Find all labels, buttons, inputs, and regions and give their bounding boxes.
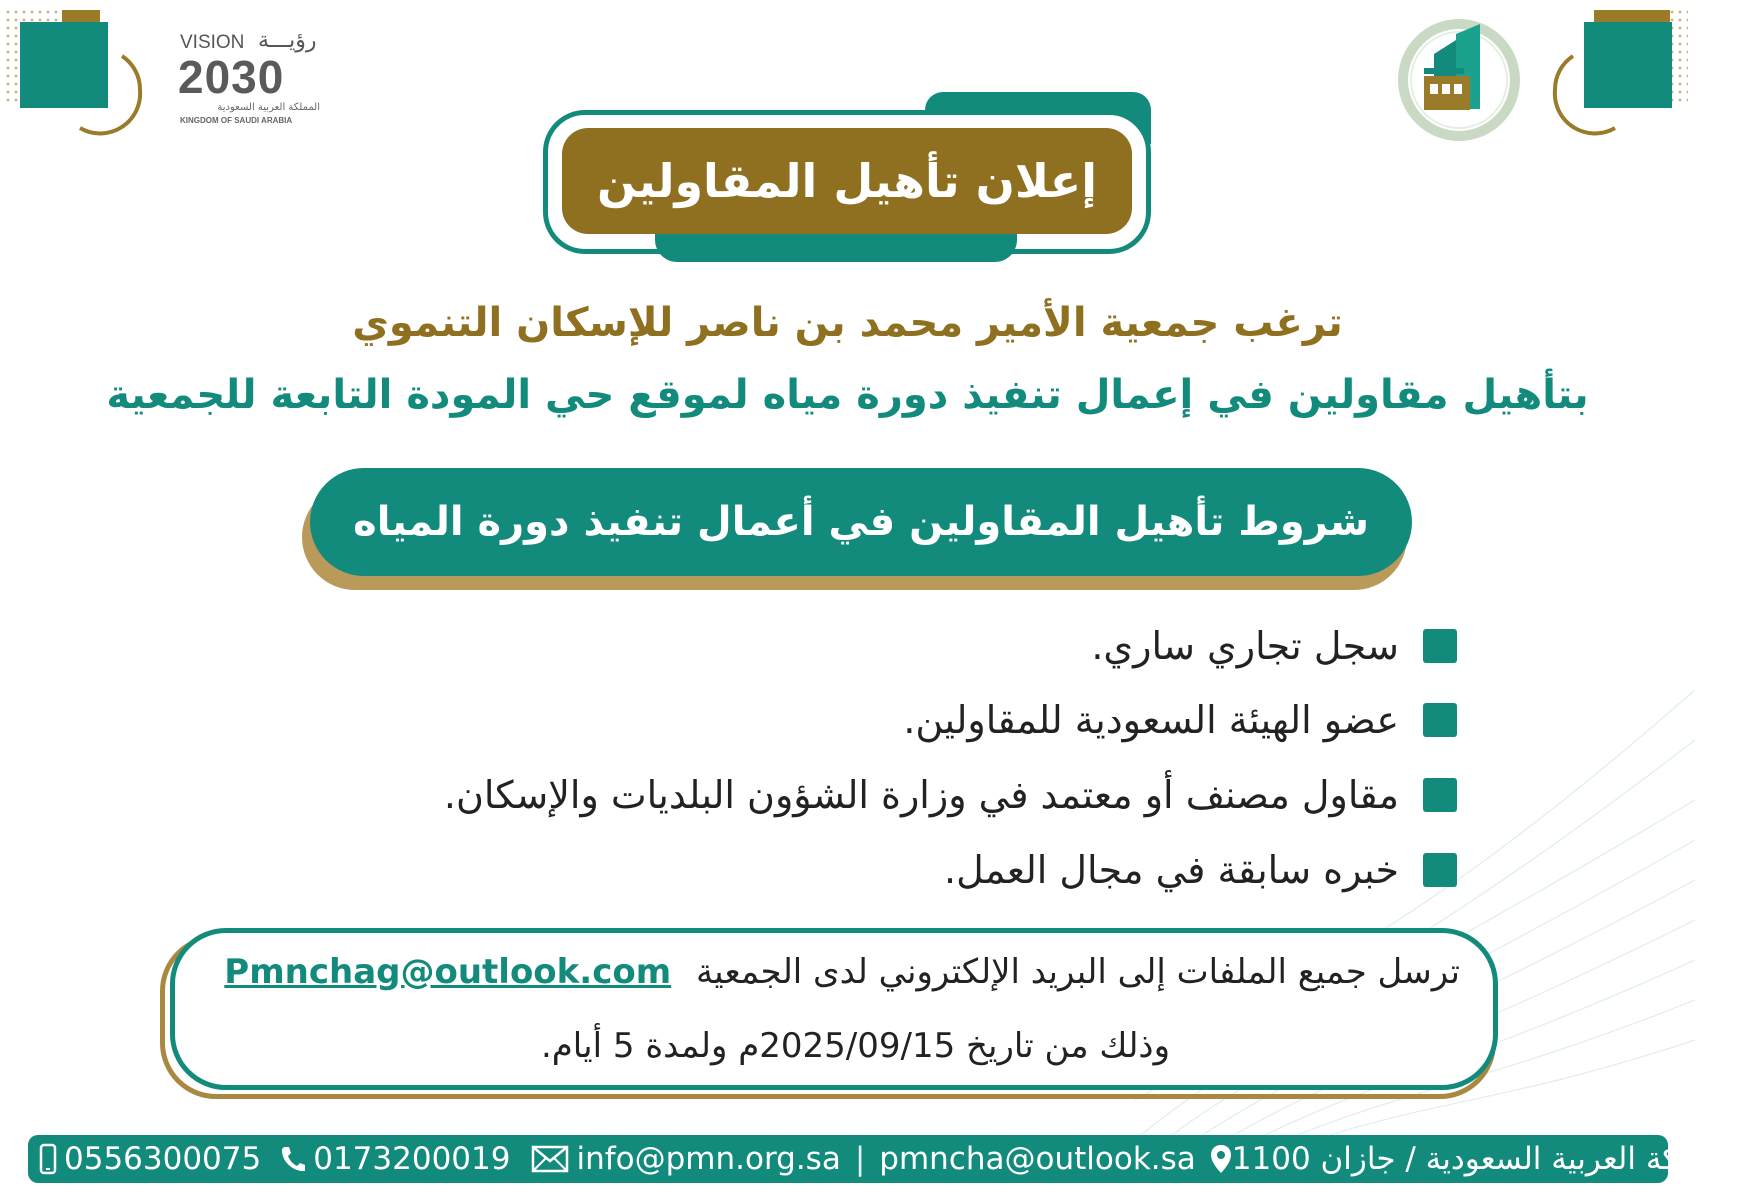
phone-icon — [279, 1145, 305, 1173]
vision-country-arabic: المملكة العربية السعودية — [217, 102, 320, 113]
footer-phone-number[interactable]: 0173200019 — [313, 1141, 511, 1177]
submission-line-2 — [170, 1026, 1170, 1066]
corner-gold-arc-top-left — [60, 40, 150, 140]
vision-arabic-word: رؤيـــة — [258, 28, 317, 53]
footer-email-info[interactable]: info@pmn.org.sa — [576, 1141, 841, 1177]
square-bullet-icon — [1423, 853, 1457, 887]
submission-line-1 — [170, 952, 1460, 992]
vision-2030-logo — [178, 28, 328, 128]
vision-country-english: KINGDOM OF SAUDI ARABIA — [180, 116, 293, 125]
vision-word: VISION — [180, 32, 245, 53]
vision-year: 2030 — [178, 51, 285, 103]
association-emblem-logo — [1394, 14, 1524, 140]
condition-text: خبره سابقة في مجال العمل. — [944, 848, 1399, 892]
square-bullet-icon — [1423, 703, 1457, 737]
condition-item — [903, 690, 1457, 750]
footer-email-outlook[interactable]: pmncha@outlook.sa — [879, 1141, 1196, 1177]
condition-text: عضو الهيئة السعودية للمقاولين. — [903, 698, 1399, 742]
submission-date-text: وذلك من تاريخ 2025/09/15م ولمدة 5 أيام. — [540, 1026, 1170, 1066]
square-bullet-icon — [1423, 629, 1457, 663]
footer-address: المملكة العربية السعودية / جازان 1100 — [1231, 1141, 1744, 1177]
footer-mobile-number[interactable]: 0556300075 — [64, 1141, 262, 1177]
square-bullet-icon — [1423, 778, 1457, 812]
title-banner-tab-bottom — [655, 232, 1017, 262]
condition-item — [444, 765, 1457, 825]
envelope-icon — [532, 1146, 568, 1172]
footer-contact-bar — [28, 1135, 1744, 1183]
location-pin-icon — [1210, 1144, 1232, 1174]
headline-line-2: بتأهيل مقاولين في إعمال تنفيذ دورة مياه لموقع حي المودة التابعة للجمعية — [106, 372, 1589, 418]
condition-item — [1091, 616, 1457, 676]
conditions-title: شروط تأهيل المقاولين في أعمال تنفيذ دورة المياه — [310, 468, 1412, 576]
corner-gold-arc-top-right — [1545, 40, 1635, 140]
condition-text: سجل تجاري ساري. — [1091, 624, 1399, 668]
footer-separator: | — [854, 1141, 866, 1177]
condition-text: مقاول مصنف أو معتمد في وزارة الشؤون البلديات والإسكان. — [443, 773, 1399, 817]
condition-item — [944, 840, 1457, 900]
announcement-title: إعلان تأهيل المقاولين — [562, 128, 1132, 234]
submission-text: ترسل جميع الملفات إلى البريد الإلكتروني لدى الجمعية — [695, 952, 1460, 992]
headline-line-1: ترغب جمعية الأمير محمد بن ناصر للإسكان التنموي — [352, 300, 1343, 346]
mobile-icon — [40, 1144, 56, 1174]
submission-email-link[interactable]: Pmnchag@outlook.com — [224, 952, 672, 992]
